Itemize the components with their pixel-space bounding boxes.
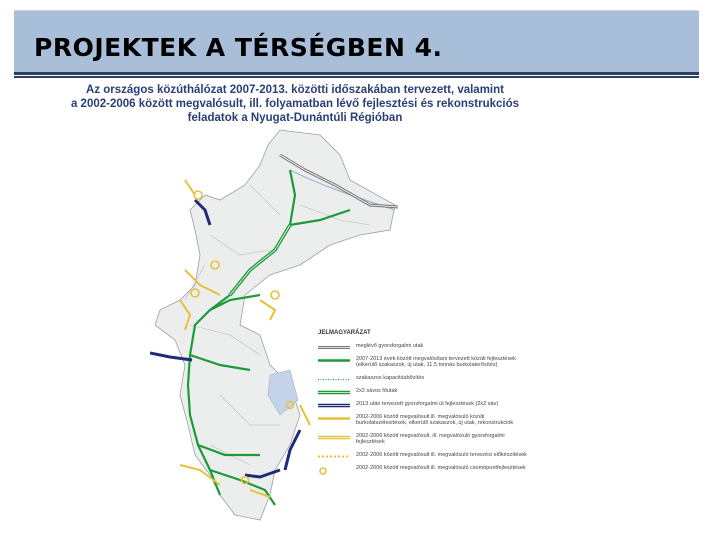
title-divider	[14, 76, 699, 78]
map-heading-line-3: feladatok a Nyugat-Dunántúli Régióban	[187, 112, 403, 124]
legend-item	[318, 465, 528, 475]
legend-item	[318, 433, 528, 446]
map-heading-line-2: a 2002-2006 között megvalósult, ill. folyamatban lévő fejlesztési és rekonstrukciós	[70, 98, 520, 110]
map-legend	[318, 330, 528, 481]
navy-double-line-swatch	[318, 403, 350, 408]
legend-label: 2013 után tervezett gyorsforgalmi út fejlesztések (2x2 sáv)	[356, 400, 499, 407]
legend-item	[318, 343, 528, 350]
green-dotted-line-swatch	[318, 377, 350, 382]
slide-title: PROJEKTEK A TÉRSÉGBEN 4.	[34, 33, 443, 62]
legend-item	[318, 452, 528, 459]
legend-item	[318, 388, 528, 395]
map-heading-line-1: Az országos közúthálózat 2007-2013. közötti időszakában tervezett, valamint	[86, 84, 504, 96]
yellow-ring-swatch	[318, 467, 350, 475]
legend-label: 2x2 sávos főutak	[356, 387, 398, 394]
legend-item	[318, 414, 528, 427]
map-heading	[55, 83, 535, 125]
green-double-line-swatch	[318, 390, 350, 395]
legend-label: 2002-2006 között megvalósult ill. megvalósuló közúti burkolatszélesítések, elkerülő szakaszok, új utak, rekonstrukciók	[356, 413, 514, 426]
yellow-line-swatch	[318, 416, 350, 421]
legend-label: 2002-2006 között megvalósult ill. megvalósuló csomópontfejlesztések	[356, 464, 526, 471]
legend-label: meglévő gyorsforgalmi utak	[356, 342, 424, 349]
legend-label: 2002-2006 között megvalósult ill. megvalósuló tervezési előkészítések	[356, 451, 527, 458]
legend-item	[318, 401, 528, 408]
legend-item	[318, 356, 528, 369]
yellow-double-line-swatch	[318, 435, 350, 440]
legend-title: JELMAGYARÁZAT	[318, 330, 371, 336]
green-line-swatch	[318, 358, 350, 363]
grey-double-line-swatch	[318, 345, 350, 350]
title-bar	[14, 10, 699, 75]
legend-item	[318, 375, 528, 382]
legend-label: szakaszos kapacitásbővítés	[356, 374, 425, 381]
legend-label: 2007-2013 évek között megvalósítani tervezett közúti fejlesztések (elkerülő szakaszok, új utak, 11.5 tonnás burkolaterősítés)	[356, 355, 516, 368]
yellow-dotted-line-swatch	[318, 454, 350, 459]
legend-label: 2002-2006 között megvalósult, ill. megvalósuló gyorsforgalmi fejlesztések	[356, 432, 505, 445]
